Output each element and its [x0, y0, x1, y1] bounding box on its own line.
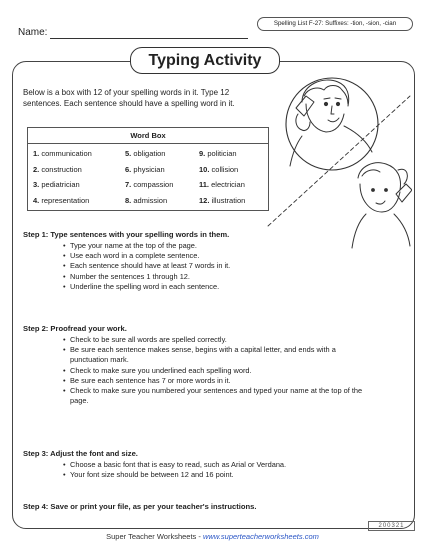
list-item: • Be sure each sentence makes sense, begins with a capital letter, and ends with a punctuation mark.	[63, 345, 370, 365]
word-item: 2. construction	[33, 164, 82, 174]
list-item: • Type your name at the top of the page.	[63, 241, 393, 251]
spelling-list-badge: Spelling List F-27: Suffixes: -tion, -sion, -cian	[257, 17, 413, 31]
word-item: 11. electrician	[199, 180, 245, 189]
list-item: • Number the sentences 1 through 12.	[63, 272, 393, 282]
word-item: 8. admission	[125, 195, 168, 205]
list-item: • Choose a basic font that is easy to read, such as Arial or Verdana.	[63, 460, 393, 470]
word-item: 6. physician	[125, 164, 165, 174]
word-grid	[28, 144, 268, 210]
step-4-title: Step 4: Save or print your file, as per your teacher's instructions.	[23, 502, 257, 511]
kids-on-phone-illustration	[262, 66, 412, 251]
list-item: • Underline the spelling word in each sentence.	[63, 282, 393, 292]
list-item: • Check to be sure all words are spelled correctly.	[63, 335, 393, 345]
word-item: 1. communication	[33, 149, 92, 158]
intro-text: Below is a box with 12 of your spelling words in it. Type 12 sentences. Each sentence should have a spelling word in it.	[23, 88, 235, 108]
step-2-title: Step 2: Proofread your work.	[23, 324, 127, 333]
word-item: 3. pediatrician	[33, 180, 80, 189]
word-item: 5. obligation	[125, 149, 166, 158]
step-4-section	[23, 502, 393, 511]
worksheet-code: 200321	[368, 521, 415, 531]
word-box	[27, 127, 269, 211]
word-item: 7. compassion	[125, 180, 174, 189]
list-item: • Use each word in a complete sentence.	[63, 251, 393, 261]
step-1-title: Step 1: Type sentences with your spelling words in them.	[23, 230, 230, 239]
name-label: Name:	[18, 27, 48, 38]
word-item: 10. collision	[199, 164, 239, 174]
word-item: 9. politician	[199, 149, 237, 158]
step-3-title: Step 3: Adjust the font and size.	[23, 449, 138, 458]
list-item: • Check to make sure you underlined each spelling word.	[63, 366, 393, 376]
list-item: • Check to make sure you numbered your sentences and typed your name at the top of the page.	[63, 386, 370, 406]
step-3-section	[23, 449, 393, 480]
word-item: 4. representation	[33, 195, 90, 205]
list-item: • Be sure each sentence has 7 or more words in it.	[63, 376, 393, 386]
word-item: 12. illustration	[199, 195, 246, 205]
page-title: Typing Activity	[130, 47, 280, 74]
step-2-section	[23, 324, 393, 406]
list-item: • Your font size should be between 12 and 16 point.	[63, 470, 393, 480]
word-box-heading: Word Box	[28, 128, 268, 144]
footer-url-link[interactable]: www.superteacherworksheets.com	[202, 532, 319, 541]
list-item: • Each sentence should have at least 7 words in it.	[63, 261, 393, 271]
footer-brand: Super Teacher Worksheets -	[106, 532, 203, 541]
step-1-section	[23, 230, 393, 292]
name-line[interactable]	[50, 38, 248, 39]
footer	[0, 532, 425, 541]
